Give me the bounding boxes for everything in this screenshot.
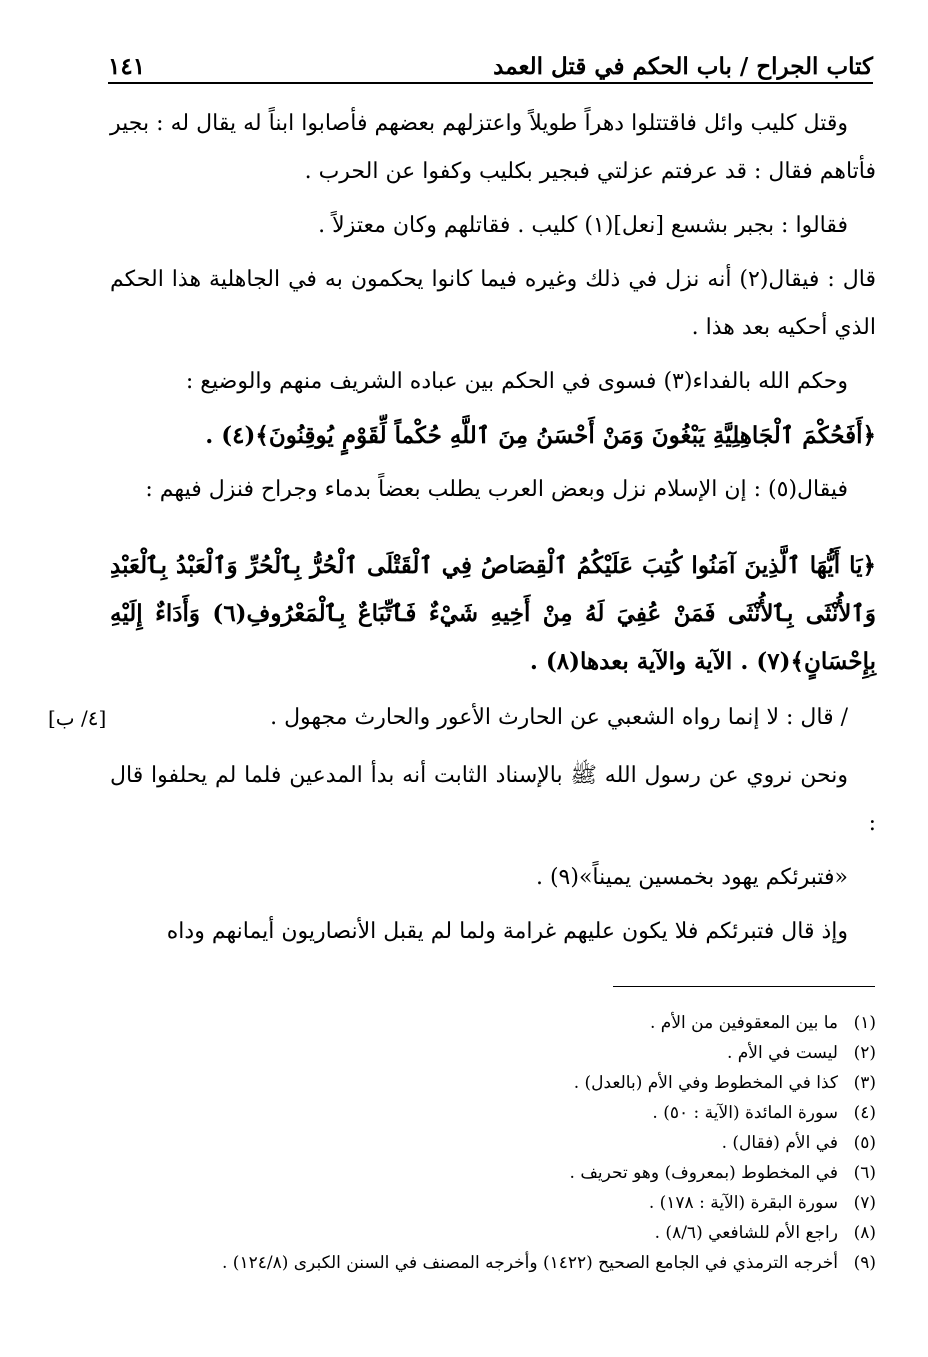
header-rule <box>108 82 873 84</box>
page-header <box>108 40 873 80</box>
running-title: كتاب الجراح / باب الحكم في قتل العمد <box>493 53 873 80</box>
footnote-number: (٢) <box>853 1043 876 1063</box>
footnote-number: (٣) <box>853 1073 876 1093</box>
footnote-item <box>150 1008 876 1038</box>
paragraph-2: فقالوا : بجبر بشسع [نعل](١) كليب . فقاتلهم وكان معتزلاً . <box>318 213 848 238</box>
footnote-text: في المخطوط (بمعروف) وهو تحريف . <box>569 1163 838 1183</box>
footnote-text: سورة المائدة (الآية : ٥٠) . <box>652 1103 838 1123</box>
main-text <box>110 100 876 962</box>
footnote-item <box>150 1248 876 1278</box>
footnote-number: (٦) <box>853 1163 876 1183</box>
paragraph-7: ونحن نروي عن رسول الله ﷺ بالإسناد الثابت أنه بدأ المدعين فلما لم يحلفوا قال : <box>110 763 876 836</box>
footnote-number: (٤) <box>853 1103 876 1123</box>
footnote-item <box>150 1068 876 1098</box>
manuscript-folio-ref: [٤/ ب] <box>48 706 107 730</box>
footnote-text: كذا في المخطوط وفي الأم (بالعدل) . <box>573 1073 838 1093</box>
footnote-item <box>150 1098 876 1128</box>
paragraph-1: وقتل كليب وائل فاقتتلوا دهراً طويلاً واعتزلهم بعضهم فأصابوا ابناً له يقال له : بجير فأتاهم فقال : قد عرفتم عزلتي فبجير بكليب وكفوا عن الحرب . <box>110 111 876 184</box>
paragraph-3: قال : فيقال(٢) أنه نزل في ذلك وغيره فيما كانوا يحكمون به في الجاهلية هذا الحكم الذي أحكيه بعد هذا . <box>110 267 876 340</box>
footnote-number: (٨) <box>853 1223 876 1243</box>
footnote-text: أخرجه الترمذي في الجامع الصحيح (١٤٢٢) وأخرجه المصنف في السنن الكبرى (١٢٤/٨) . <box>222 1253 838 1273</box>
paragraph-5: فيقال(٥) : إن الإسلام نزل وبعض العرب يطلب بعضاً بدماء وجراح فنزل فيهم : <box>145 477 848 502</box>
footnote-item <box>150 1128 876 1158</box>
footnote-text: في الأم (فقال) . <box>721 1133 838 1153</box>
footnote-text: راجع الأم للشافعي (٨/٦) . <box>654 1223 838 1243</box>
paragraph-6: / قال : لا إنما رواه الشعبي عن الحارث الأعور والحارث مجهول . <box>270 705 848 730</box>
footnote-item <box>150 1158 876 1188</box>
paragraph-9: وإذ قال فتبرئكم فلا يكون عليهم غرامة ولما لم يقبل الأنصاريون أيمانهم وداه <box>166 919 848 944</box>
quran-verse-1: ﴿أَفَحُكْمَ ٱلْجَاهِلِيَّةِ يَبْغُونَ وَمَنْ أَحْسَنُ مِنَ ٱللَّهِ حُكْماً لِّقَوْمٍ يُوقِنُونَ﴾(٤) . <box>205 422 876 449</box>
footnote-number: (١) <box>853 1013 876 1033</box>
footnote-item <box>150 1218 876 1248</box>
footnote-rule <box>613 986 875 987</box>
footnotes <box>150 1008 876 1278</box>
quran-verse-2: ﴿يَا أَيُّهَا ٱلَّذِينَ آمَنُوا كُتِبَ عَلَيْكُمُ ٱلْقِصَاصُ فِي ٱلْقَتْلَى ٱلْحُرُّ بِٱلْحُرِّ وَٱلْعَبْدُ بِٱلْعَبْدِ وَٱلأُنْثَى بِٱلأُنْثَى فَمَنْ عُفِيَ لَهُ مِنْ أَخِيهِ شَيْءٌ فَٱتِّبَاعٌ بِٱلْمَعْرُوفِ(٦) وَأَدَاءٌ إِلَيْهِ بِإِحْسَانٍ﴾(٧) . الآية والآية بعدها(٨) . <box>110 552 877 675</box>
footnote-number: (٥) <box>853 1133 876 1153</box>
footnote-text: ليست في الأم . <box>726 1043 838 1063</box>
paragraph-8: «فتبرئكم يهود بخمسين يميناً»(٩) . <box>535 865 848 890</box>
footnote-text: سورة البقرة (الآية : ١٧٨) . <box>648 1193 838 1213</box>
footnote-text: ما بين المعقوفين من الأم . <box>649 1013 838 1033</box>
footnote-item <box>150 1038 876 1068</box>
paragraph-4: وحكم الله بالفداء(٣) فسوى في الحكم بين عباده الشريف منهم والوضيع : <box>185 369 848 394</box>
page-number: ١٤١ <box>108 53 146 80</box>
footnote-number: (٧) <box>853 1193 876 1213</box>
footnote-number: (٩) <box>853 1253 876 1273</box>
footnote-item <box>150 1188 876 1218</box>
